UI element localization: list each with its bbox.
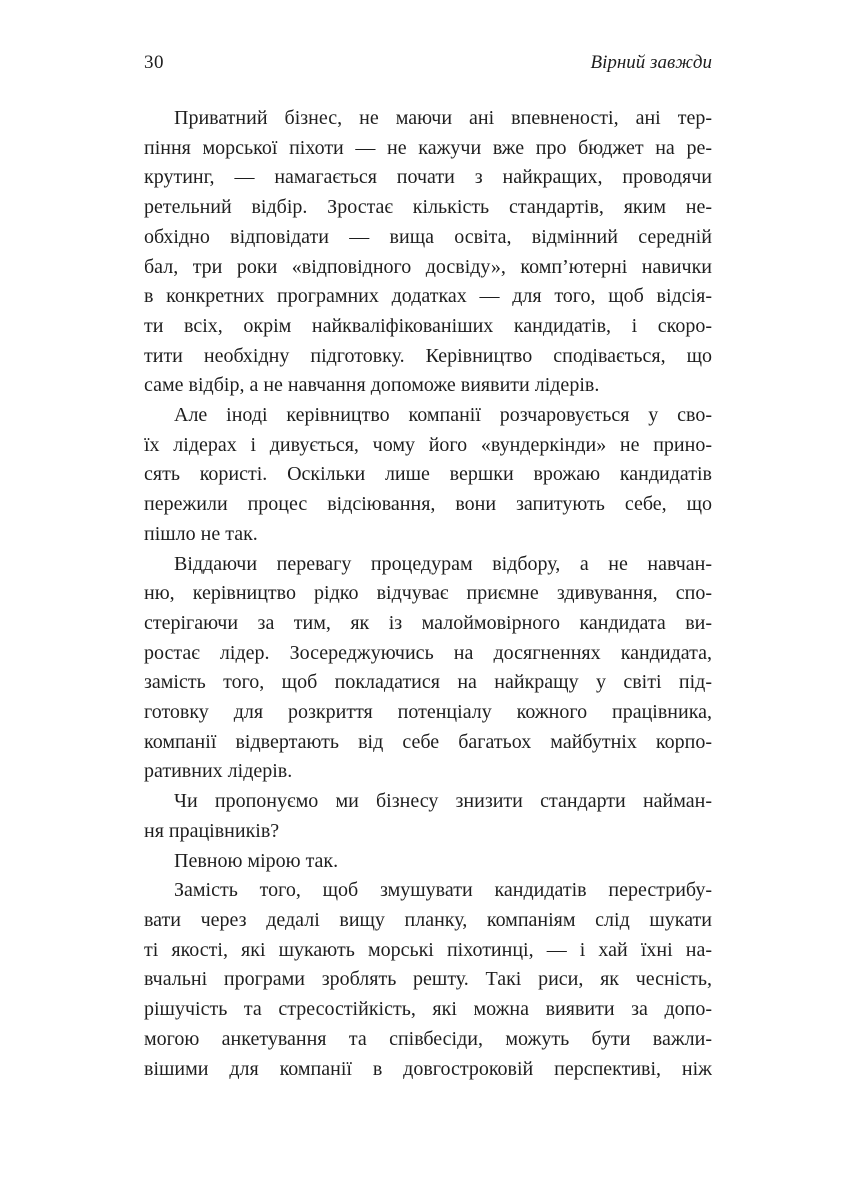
text-line: крутинг, — намагається почати з найкращих, проводячи [144, 166, 712, 189]
text-line: Але іноді керівництво компанії розчаровується у сво- [174, 404, 712, 427]
text-line: ню, керівництво рідко відчуває приємне здивування, спо- [144, 582, 712, 605]
text-line: ня працівників? [144, 819, 280, 842]
text-line: компанії відвертають від себе багатьох майбутніх корпо- [144, 730, 712, 753]
text-line: ретельний відбір. Зростає кількість стандартів, яким не- [144, 196, 712, 219]
text-line: бал, три роки «відповідного досвіду», комп’ютерні навички [144, 255, 712, 278]
paragraph [144, 550, 712, 788]
text-line: в конкретних програмних додатках — для того, щоб відсія- [144, 285, 712, 308]
text-line: саме відбір, а не навчання допоможе виявити лідерів. [144, 374, 600, 397]
page-number: 30 [144, 52, 164, 73]
text-line: піння морської піхоти — не кажучи вже про бюджет на ре- [144, 136, 712, 159]
text-line: обхідно відповідати — вища освіта, відмінний середній [144, 225, 712, 248]
text-line: Замість того, щоб змушувати кандидатів перестрибу- [174, 879, 712, 902]
text-line: тити необхідну підготовку. Керівництво сподівається, що [144, 344, 712, 367]
body-text [144, 104, 712, 1084]
paragraph [144, 876, 712, 1084]
text-line: Чи пропонуємо ми бізнесу знизити стандарти найман- [174, 790, 712, 813]
text-line: ті якості, які шукають морські піхотинці, — і хай їхні на- [144, 938, 712, 961]
text-line: Певною мірою так. [174, 849, 339, 872]
paragraph [144, 401, 712, 550]
text-line: Приватний бізнес, не маючи ані впевненості, ані тер- [174, 107, 712, 129]
text-line: Віддаючи перевагу процедурам відбору, а не навчан- [174, 552, 712, 575]
paragraph [144, 847, 712, 877]
text-line: сять користі. Оскільки лише вершки врожаю кандидатів [144, 463, 712, 486]
text-line: пішло не так. [144, 522, 258, 545]
paragraph [144, 787, 712, 846]
text-line: пережили процес відсіювання, вони запитують себе, що [144, 493, 712, 516]
text-line: стерігаючи за тим, як із малоймовірного кандидата ви- [144, 611, 712, 634]
text-line: ростає лідер. Зосереджуючись на досягненнях кандидата, [144, 641, 712, 664]
text-line: вати через дедалі вищу планку, компаніям слід шукати [144, 908, 712, 931]
text-line: ративних лідерів. [144, 760, 293, 783]
text-line: ти всіх, окрім найкваліфікованіших кандидатів, і скоро- [144, 314, 712, 337]
paragraph [144, 104, 712, 401]
page-header [144, 52, 712, 74]
text-line: могою анкетування та співбесіди, можуть бути важли- [144, 1027, 712, 1050]
text-line: рішучість та стресостійкість, які можна виявити за допо- [144, 998, 712, 1021]
text-line: вчальні програми зроблять решту. Такі риси, як чесність, [144, 968, 712, 991]
text-line: замість того, щоб покладатися на найкращу у світі під- [144, 671, 712, 694]
running-title: Вірний завжди [590, 52, 712, 73]
text-line: вішими для компанії в довгостроковій перспективі, ніж [144, 1057, 712, 1080]
text-line: їх лідерах і дивується, чому його «вундеркінди» не прино- [144, 433, 712, 456]
text-line: готовку для розкриття потенціалу кожного працівника, [144, 701, 712, 724]
